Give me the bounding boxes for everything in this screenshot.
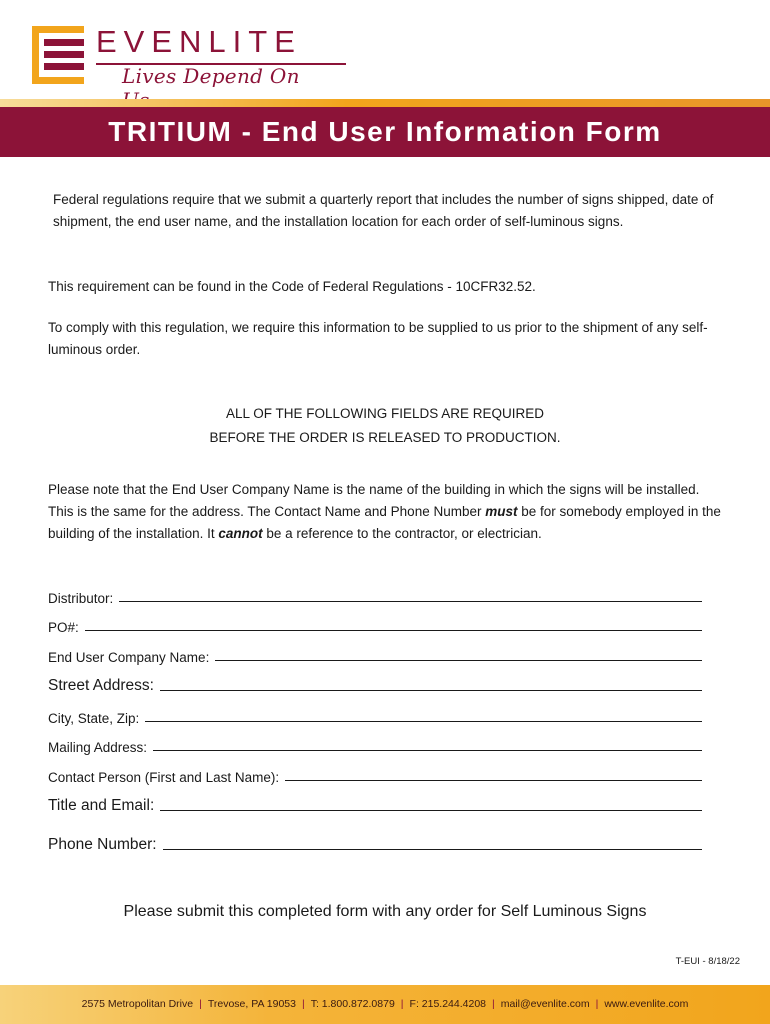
cfr-reference-paragraph: This requirement can be found in the Code of Federal Regulations - 10CFR32.52. [48,279,536,294]
evenlite-logo-icon [32,26,84,84]
end-user-note-paragraph [48,479,728,545]
note-text-3: be a reference to the contractor, or electrician. [262,526,542,541]
footer-separator: | [492,998,495,1010]
required-fields-notice [0,402,770,450]
phone-number-field[interactable] [48,832,702,854]
street-address-label: Street Address: [48,677,154,694]
form-code: T-EUI - 8/18/22 [675,956,740,967]
footer-website-link[interactable]: www.evenlite.com [604,998,689,1010]
footer-separator: | [199,998,202,1010]
brand-name: EVENLITE [96,24,302,59]
distributor-label: Distributor: [48,591,114,606]
company-logo [32,24,332,90]
contact-person-field[interactable] [48,763,702,785]
title-email-input-line[interactable] [160,797,702,811]
title-email-field[interactable] [48,793,702,815]
footer-separator: | [400,998,404,1010]
footer-email-link[interactable]: mail@evenlite.com [500,998,590,1010]
footer-separator: | [301,998,305,1010]
street-address-input-line[interactable] [160,677,702,691]
footer-city: Trevose, PA 19053 [207,998,296,1010]
compliance-paragraph: To comply with this regulation, we require this information to be supplied to us prior to the shipment of any self-luminous order. [48,320,708,357]
end-user-company-input-line[interactable] [215,647,702,661]
distributor-field[interactable] [48,584,702,606]
distributor-input-line[interactable] [119,588,702,602]
note-text-2: be for somebody employed in the building of the installation. It [48,504,721,541]
end-user-company-field[interactable] [48,643,702,665]
city-state-zip-label: City, State, Zip: [48,711,140,726]
city-state-zip-field[interactable] [48,704,702,726]
footer-separator: | [595,998,599,1010]
required-notice-line-2: BEFORE THE ORDER IS RELEASED TO PRODUCTION. [209,430,561,445]
title-banner [0,107,770,157]
mailing-address-field[interactable] [48,733,702,755]
footer-fax: F: 215.244.4208 [409,998,487,1010]
title-email-label: Title and Email: [48,797,155,814]
banner-accent-stripe [0,99,770,107]
city-state-zip-input-line[interactable] [145,708,702,722]
brand-tagline: Lives Depend On [122,64,300,88]
mailing-address-input-line[interactable] [153,737,702,751]
regulation-paragraph: Federal regulations require that we submit a quarterly report that includes the number of signs shipped, date of shipment, the end user name, and the installation location for each order of self-luminous signs. [53,192,714,229]
mailing-address-label: Mailing Address: [48,740,148,755]
note-emphasis-cannot: cannot [218,526,263,541]
contact-footer [0,985,770,1024]
form-title: TRITIUM - End User Information Form [108,116,662,147]
submit-instructions: Please submit this completed form with any order for Self Luminous Signs [123,903,647,920]
footer-address: 2575 Metropolitan Drive [81,998,194,1010]
footer-contact-line [0,985,770,1024]
end-user-company-label: End User Company Name: [48,650,210,665]
note-text-1: Please note that the End User Company Name is the name of the building in which the signs will be installed. This is the same for the address. The Contact Name and Phone Number [48,482,700,519]
po-field[interactable] [48,613,702,635]
po-input-line[interactable] [85,617,702,631]
phone-number-label: Phone Number: [48,836,157,853]
note-emphasis-must: must [485,504,518,519]
phone-number-input-line[interactable] [163,836,702,850]
footer-phone: T: 1.800.872.0879 [310,998,395,1010]
contact-person-input-line[interactable] [285,767,702,781]
contact-person-label: Contact Person (First and Last Name): [48,770,280,785]
street-address-field[interactable] [48,673,702,695]
required-notice-line-1: ALL OF THE FOLLOWING FIELDS ARE REQUIRED [225,406,545,421]
po-label: PO#: [48,620,79,635]
